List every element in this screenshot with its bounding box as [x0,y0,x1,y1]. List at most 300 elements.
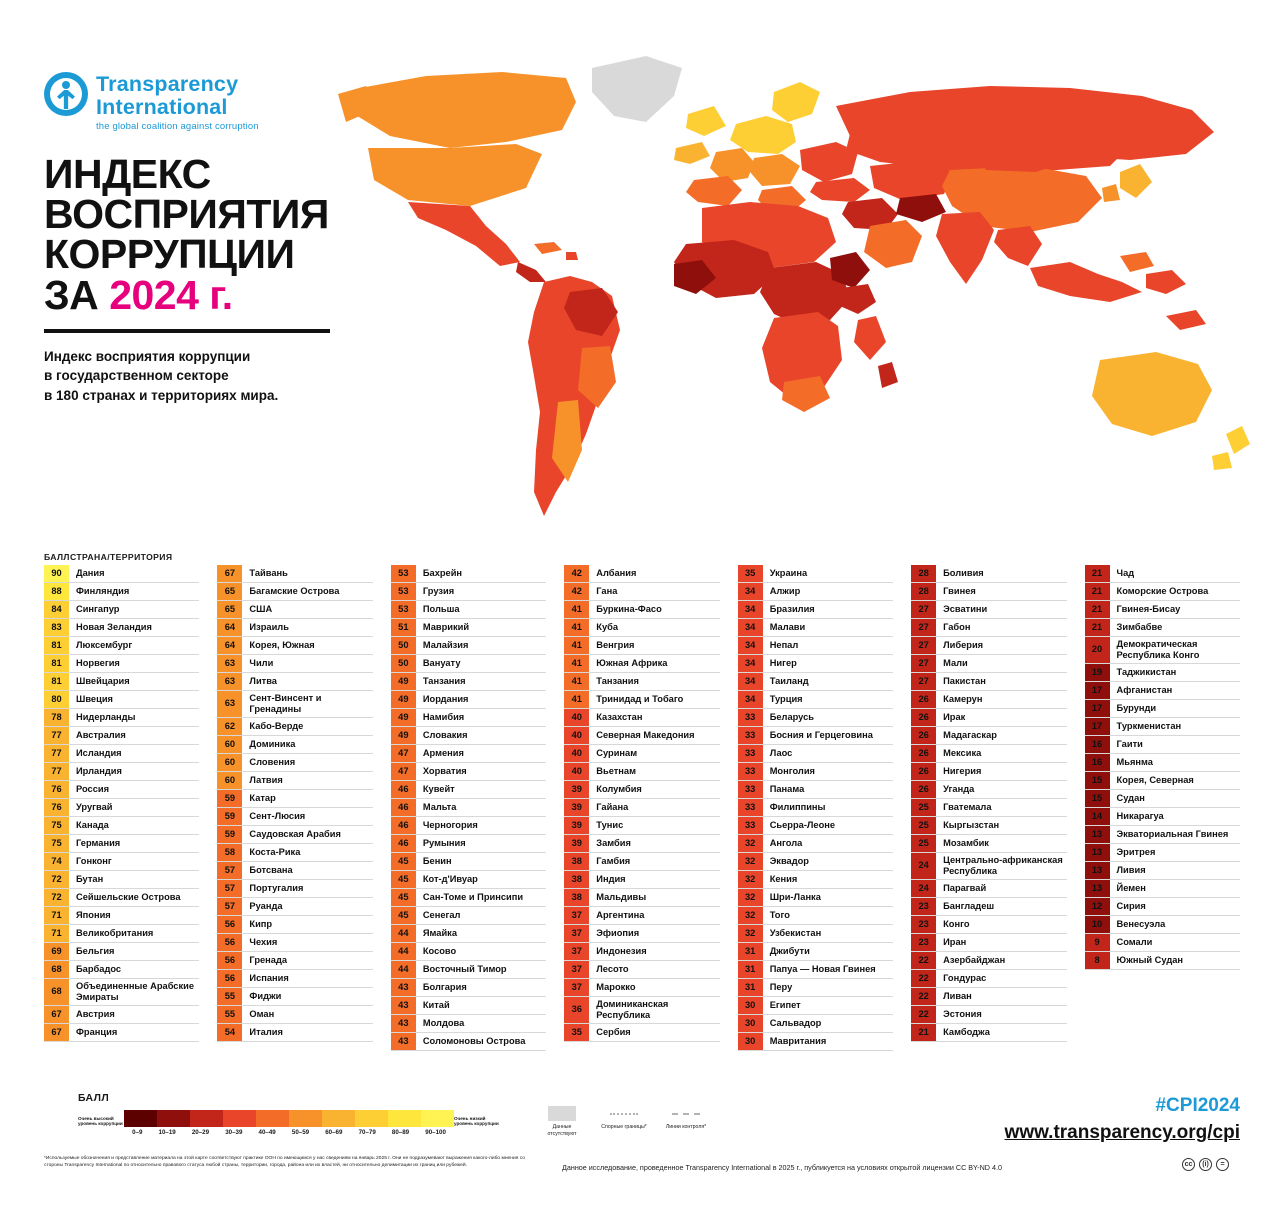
table-row[interactable] [564,835,719,853]
score-cell: 81 [44,637,69,654]
country-name-cell: Сербия [596,1027,631,1038]
table-row[interactable] [217,637,372,655]
table-row[interactable] [217,880,372,898]
table-row[interactable] [1085,844,1240,862]
country-name-cell: Словения [249,757,296,768]
country-name-cell: Гватемала [943,801,992,812]
score-cell: 74 [44,853,69,870]
table-row[interactable] [564,979,719,997]
country-name-cell: Венесуэла [1116,919,1166,930]
country-name-cell: Ливан [943,991,972,1002]
table-row[interactable] [1085,583,1240,601]
table-row[interactable] [44,943,199,961]
title-line-4 [44,271,374,318]
score-cell: 34 [738,655,763,672]
score-cell: 34 [738,637,763,654]
country-name-cell: Новая Зеландия [76,621,152,632]
table-row[interactable] [911,835,1066,853]
legend-tick: 30–39 [225,1129,243,1136]
country-name-cell: Афганистан [1116,685,1173,696]
legend-tick: 20–29 [191,1129,210,1136]
table-row[interactable] [911,817,1066,835]
table-row[interactable] [1085,754,1240,772]
table-row[interactable] [911,853,1066,880]
table-row[interactable] [391,853,546,871]
table-row[interactable] [738,637,893,655]
score-cell: 31 [738,979,763,996]
table-row[interactable] [217,988,372,1006]
table-row[interactable] [738,889,893,907]
brand-logo [44,72,374,132]
table-row[interactable] [44,745,199,763]
table-row[interactable] [391,637,546,655]
table-row[interactable] [911,673,1066,691]
table-row[interactable] [911,934,1066,952]
table-row[interactable] [1085,619,1240,637]
table-row[interactable] [564,799,719,817]
table-row[interactable] [911,970,1066,988]
table-row[interactable] [564,727,719,745]
country-name-cell: Сьерра-Леоне [769,819,836,830]
country-name-cell: Бутан [76,873,104,884]
cc-badge: (i) [1199,1158,1212,1171]
country-name-cell: Барбадос [76,963,122,974]
score-cell: 64 [217,637,242,654]
score-cell: 59 [217,790,242,807]
score-cell: 35 [564,1024,589,1041]
score-cell: 15 [1085,772,1110,789]
country-name-cell: Непал [769,639,799,650]
world-map [330,30,1260,540]
table-row[interactable] [44,853,199,871]
table-row[interactable] [391,817,546,835]
table-row[interactable] [44,979,199,1006]
table-row[interactable] [44,871,199,889]
table-row[interactable] [44,799,199,817]
table-row[interactable] [738,979,893,997]
country-name-cell: Бразилия [769,603,815,614]
table-row[interactable] [44,817,199,835]
table-row[interactable] [391,781,546,799]
score-cell: 22 [911,970,936,987]
score-cell: 22 [911,988,936,1005]
table-row[interactable] [44,835,199,853]
score-cell: 26 [911,691,936,708]
country-name-cell: Украина [769,567,808,578]
table-row[interactable] [1085,736,1240,754]
country-name-cell: Доминика [249,739,296,750]
table-row[interactable] [44,565,199,583]
table-row[interactable] [738,601,893,619]
table-row[interactable] [391,709,546,727]
table-row[interactable] [217,619,372,637]
table-row[interactable] [564,853,719,871]
country-name-cell: Мозамбик [943,837,989,848]
table-row[interactable] [564,925,719,943]
score-cell: 49 [391,709,416,726]
table-row[interactable] [738,781,893,799]
legend-tick: 60–69 [325,1129,343,1136]
table-row[interactable] [391,799,546,817]
score-cell: 65 [217,583,242,600]
table-row[interactable] [738,655,893,673]
table-row[interactable] [564,709,719,727]
table-row[interactable] [391,583,546,601]
score-cell: 77 [44,727,69,744]
table-row[interactable] [44,655,199,673]
table-row[interactable] [564,619,719,637]
table-row[interactable] [564,637,719,655]
country-name-cell: Нидерланды [76,711,136,722]
score-cell: 20 [1085,637,1110,663]
table-row[interactable] [911,1006,1066,1024]
score-cell: 67 [44,1024,69,1041]
ranking-column [217,565,372,1051]
table-row[interactable] [391,925,546,943]
table-row[interactable] [217,808,372,826]
table-row[interactable] [391,565,546,583]
score-cell: 37 [564,943,589,960]
ranking-column [391,565,546,1051]
table-row[interactable] [1085,952,1240,970]
country-name-cell: Казахстан [596,711,643,722]
table-row[interactable] [217,673,372,691]
subtitle-line: в государственном секторе [44,368,229,384]
table-row[interactable] [738,565,893,583]
score-cell: 23 [911,934,936,951]
table-row[interactable] [911,880,1066,898]
country-name-cell: Саудовская Арабия [249,829,341,840]
table-row[interactable] [1085,790,1240,808]
table-row[interactable] [564,943,719,961]
country-name-cell: Ливия [1116,865,1146,876]
table-row[interactable] [911,583,1066,601]
table-row[interactable] [564,601,719,619]
score-cell: 40 [564,727,589,744]
score-cell: 30 [738,997,763,1014]
table-row[interactable] [911,745,1066,763]
table-row[interactable] [1085,862,1240,880]
table-row[interactable] [217,754,372,772]
score-cell: 22 [911,952,936,969]
license-credit: Данное исследование, проведенное Transparency International в 2025 г., публикуется на условиях открытой лицензии CC BY-ND 4.0 [562,1163,1002,1172]
table-row[interactable] [217,1024,372,1042]
country-name-cell: Литва [249,675,277,686]
country-name-cell: Армения [422,747,464,758]
table-row[interactable] [391,943,546,961]
table-row[interactable] [911,898,1066,916]
table-row[interactable] [391,835,546,853]
table-row[interactable] [391,655,546,673]
score-cell: 63 [217,655,242,672]
country-name-cell: Коста-Рика [249,847,301,858]
legend-nodata-caption: Спорные границы* [601,1124,647,1130]
country-name-cell: Таиланд [769,675,809,686]
table-row[interactable] [1085,718,1240,736]
website-link[interactable]: www.transparency.org/cpi [1004,1122,1240,1143]
table-row[interactable] [911,763,1066,781]
score-cell: 77 [44,745,69,762]
country-name-cell: Кабо-Верде [249,721,304,732]
table-row[interactable] [1085,934,1240,952]
country-name-cell: Косово [422,945,457,956]
country-name-cell: Кипр [249,919,273,930]
legend-nodata-caption: Линии контроля* [665,1124,707,1130]
table-row[interactable] [1085,664,1240,682]
score-cell: 37 [564,925,589,942]
score-cell: 78 [44,709,69,726]
table-row[interactable] [911,1024,1066,1042]
table-row[interactable] [738,583,893,601]
country-name-cell: Япония [76,909,111,920]
table-row[interactable] [564,889,719,907]
cc-badge: = [1216,1158,1229,1171]
table-row[interactable] [738,799,893,817]
score-cell: 45 [391,889,416,906]
table-row[interactable] [1085,898,1240,916]
table-row[interactable] [911,637,1066,655]
score-cell: 60 [217,754,242,771]
table-row[interactable] [1085,637,1240,664]
table-row[interactable] [738,727,893,745]
country-name-cell: Пакистан [943,675,986,686]
table-row[interactable] [738,1015,893,1033]
table-row[interactable] [217,970,372,988]
country-name-cell: Франция [76,1027,118,1038]
country-name-cell: Таджикистан [1116,667,1177,678]
table-row[interactable] [564,907,719,925]
ranking-column [738,565,893,1051]
table-row[interactable] [1085,808,1240,826]
table-row[interactable] [1085,880,1240,898]
country-name-cell: Корея, Северная [1116,775,1194,786]
table-row[interactable] [564,655,719,673]
country-name-cell: Вьетнам [596,765,636,776]
table-row[interactable] [738,961,893,979]
table-row[interactable] [391,601,546,619]
table-row[interactable] [738,925,893,943]
legend [78,1092,548,1136]
score-cell: 71 [44,907,69,924]
table-row[interactable] [738,1033,893,1051]
table-row[interactable] [738,709,893,727]
table-row[interactable] [217,736,372,754]
table-row[interactable] [391,997,546,1015]
country-name-cell: Джибути [769,945,810,956]
table-row[interactable] [391,619,546,637]
table-row[interactable] [911,916,1066,934]
table-row[interactable] [217,790,372,808]
table-row[interactable] [1085,772,1240,790]
score-cell: 37 [564,961,589,978]
table-row[interactable] [44,601,199,619]
country-name-cell: Канада [76,819,109,830]
score-cell: 50 [391,637,416,654]
table-row[interactable] [391,871,546,889]
table-row[interactable] [911,988,1066,1006]
table-row[interactable] [564,781,719,799]
table-row[interactable] [44,1006,199,1024]
table-row[interactable] [738,871,893,889]
table-row[interactable] [217,583,372,601]
score-cell: 47 [391,763,416,780]
score-cell: 71 [44,925,69,942]
table-row[interactable] [44,727,199,745]
table-row[interactable] [391,1033,546,1051]
country-name-cell: Вануату [422,657,461,668]
table-row[interactable] [911,727,1066,745]
legend-swatch [289,1110,322,1127]
table-row[interactable] [564,763,719,781]
score-cell: 46 [391,817,416,834]
table-row[interactable] [217,844,372,862]
country-name-cell: Нигер [769,657,797,668]
table-row[interactable] [738,907,893,925]
table-row[interactable] [564,817,719,835]
table-row[interactable] [391,727,546,745]
table-row[interactable] [44,619,199,637]
table-row[interactable] [911,799,1066,817]
table-row[interactable] [44,691,199,709]
table-row[interactable] [391,673,546,691]
table-row[interactable] [738,817,893,835]
table-row[interactable] [391,979,546,997]
table-row[interactable] [911,691,1066,709]
table-row[interactable] [217,565,372,583]
table-row[interactable] [911,655,1066,673]
table-row[interactable] [738,943,893,961]
table-row[interactable] [564,745,719,763]
table-row[interactable] [564,565,719,583]
table-row[interactable] [44,1024,199,1042]
table-row[interactable] [217,952,372,970]
table-row[interactable] [911,952,1066,970]
score-cell: 54 [217,1024,242,1041]
score-cell: 41 [564,691,589,708]
table-row[interactable] [44,907,199,925]
table-row[interactable] [217,601,372,619]
country-name-cell: Камерун [943,693,983,704]
table-row[interactable] [738,853,893,871]
table-row[interactable] [44,781,199,799]
table-row[interactable] [217,916,372,934]
table-row[interactable] [391,907,546,925]
country-name-cell: Алжир [769,585,801,596]
table-row[interactable] [911,781,1066,799]
table-row[interactable] [1085,682,1240,700]
table-row[interactable] [217,898,372,916]
country-name-cell: Корея, Южная [249,639,315,650]
table-row[interactable] [217,862,372,880]
country-name-cell: Камбоджа [943,1027,990,1038]
table-row[interactable] [44,925,199,943]
table-row[interactable] [1085,565,1240,583]
table-row[interactable] [391,763,546,781]
country-name-cell: Соломоновы Острова [422,1035,526,1046]
score-cell: 26 [911,727,936,744]
table-row[interactable] [738,691,893,709]
score-cell: 28 [911,565,936,582]
table-row[interactable] [738,997,893,1015]
table-row[interactable] [564,583,719,601]
score-cell: 43 [391,997,416,1014]
table-row[interactable] [564,691,719,709]
table-row[interactable] [217,718,372,736]
table-row[interactable] [1085,700,1240,718]
table-row[interactable] [44,961,199,979]
table-row[interactable] [217,1006,372,1024]
table-row[interactable] [44,673,199,691]
table-row[interactable] [564,961,719,979]
country-name-cell: Туркменистан [1116,721,1182,732]
table-row[interactable] [564,997,719,1024]
score-cell: 41 [564,637,589,654]
country-name-cell: Лесото [596,963,629,974]
table-row[interactable] [44,583,199,601]
country-name-cell: Кыргызстан [943,819,1000,830]
table-row[interactable] [738,619,893,637]
country-name-cell: Гаити [1116,739,1143,750]
score-cell: 30 [738,1033,763,1050]
table-row[interactable] [217,772,372,790]
table-row[interactable] [44,637,199,655]
table-row[interactable] [391,1015,546,1033]
country-name-cell: Болгария [422,981,467,992]
table-row[interactable] [738,835,893,853]
country-name-cell: Мали [943,657,968,668]
table-row[interactable] [217,655,372,673]
table-row[interactable] [217,691,372,718]
table-row[interactable] [44,889,199,907]
table-row[interactable] [391,691,546,709]
score-cell: 59 [217,808,242,825]
table-row[interactable] [911,601,1066,619]
score-cell: 60 [217,736,242,753]
table-row[interactable] [564,1024,719,1042]
score-cell: 76 [44,799,69,816]
table-row[interactable] [1085,916,1240,934]
score-cell: 24 [911,880,936,897]
table-row[interactable] [391,961,546,979]
country-name-cell: Венгрия [596,639,635,650]
table-row[interactable] [738,763,893,781]
map-regions [338,56,1250,536]
country-name-cell: Сингапур [76,603,120,614]
title-divider [44,329,330,333]
table-row[interactable] [217,934,372,952]
country-name-cell: Бельгия [76,945,115,956]
table-row[interactable] [738,673,893,691]
table-row[interactable] [44,709,199,727]
table-row[interactable] [911,565,1066,583]
legend-title: БАЛЛ [78,1092,110,1104]
table-row[interactable] [911,619,1066,637]
table-row[interactable] [911,709,1066,727]
table-row[interactable] [391,745,546,763]
table-row[interactable] [1085,826,1240,844]
table-row[interactable] [217,826,372,844]
country-name-cell: Катар [249,793,276,804]
table-row[interactable] [44,763,199,781]
table-row[interactable] [564,871,719,889]
table-row[interactable] [391,889,546,907]
score-cell: 39 [564,817,589,834]
table-row[interactable] [1085,601,1240,619]
country-name-cell: Германия [76,837,121,848]
table-row[interactable] [564,673,719,691]
country-name-cell: Иордания [422,693,469,704]
table-row[interactable] [738,745,893,763]
